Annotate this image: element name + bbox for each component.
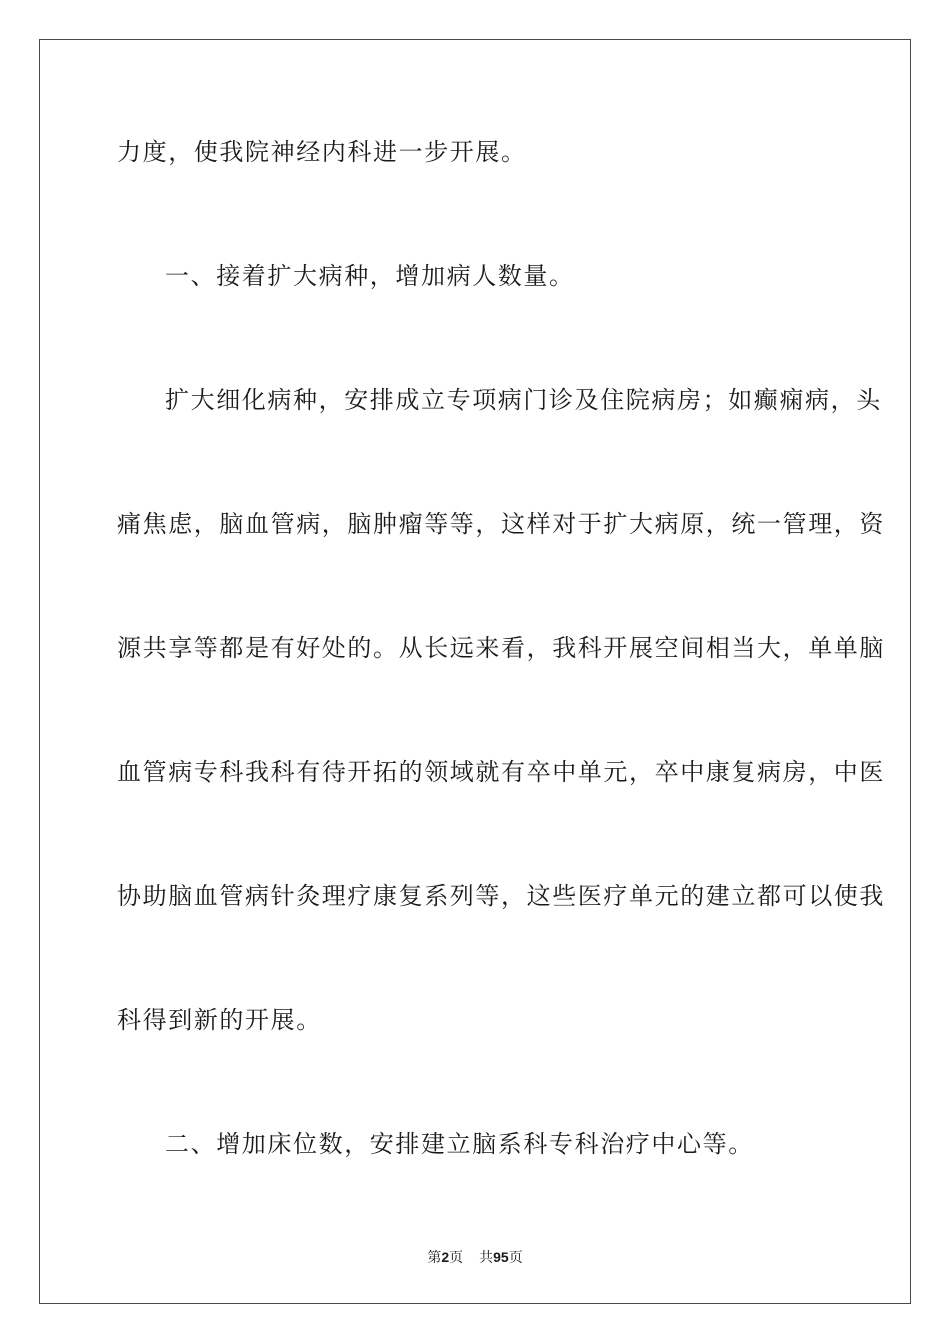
page-footer <box>0 1248 950 1267</box>
text-line-5: 源共享等都是有好处的。从长远来看，我科开展空间相当大，单单脑 <box>117 634 885 662</box>
text-line-6: 血管病专科我科有待开拓的领域就有卒中单元，卒中康复病房，中医 <box>117 758 885 786</box>
text-line-7: 协助脑血管病针灸理疗康复系列等，这些医疗单元的建立都可以使我 <box>117 882 885 910</box>
text-line-4: 痛焦虑，脑血管病，脑肿瘤等等，这样对于扩大病原，统一管理，资 <box>117 510 885 538</box>
heading-section-1: 一、接着扩大病种，增加病人数量。 <box>165 262 575 290</box>
heading-section-2: 二、增加床位数，安排建立脑系科专科治疗中心等。 <box>165 1130 754 1158</box>
text-line-8: 科得到新的开展。 <box>117 1006 322 1034</box>
footer-page-suffix: 页 <box>449 1250 464 1266</box>
footer-page-prefix: 第 <box>427 1250 442 1266</box>
footer-page-number: 2 <box>441 1249 450 1265</box>
text-line-1: 力度，使我院神经内科进一步开展。 <box>117 138 527 166</box>
page-border <box>39 39 911 1304</box>
footer-total-prefix: 共 <box>479 1250 494 1266</box>
text-line-3: 扩大细化病种，安排成立专项病门诊及住院病房；如癫痫病，头 <box>165 386 882 414</box>
footer-total-suffix: 页 <box>508 1250 523 1266</box>
footer-total-pages: 95 <box>493 1249 509 1265</box>
